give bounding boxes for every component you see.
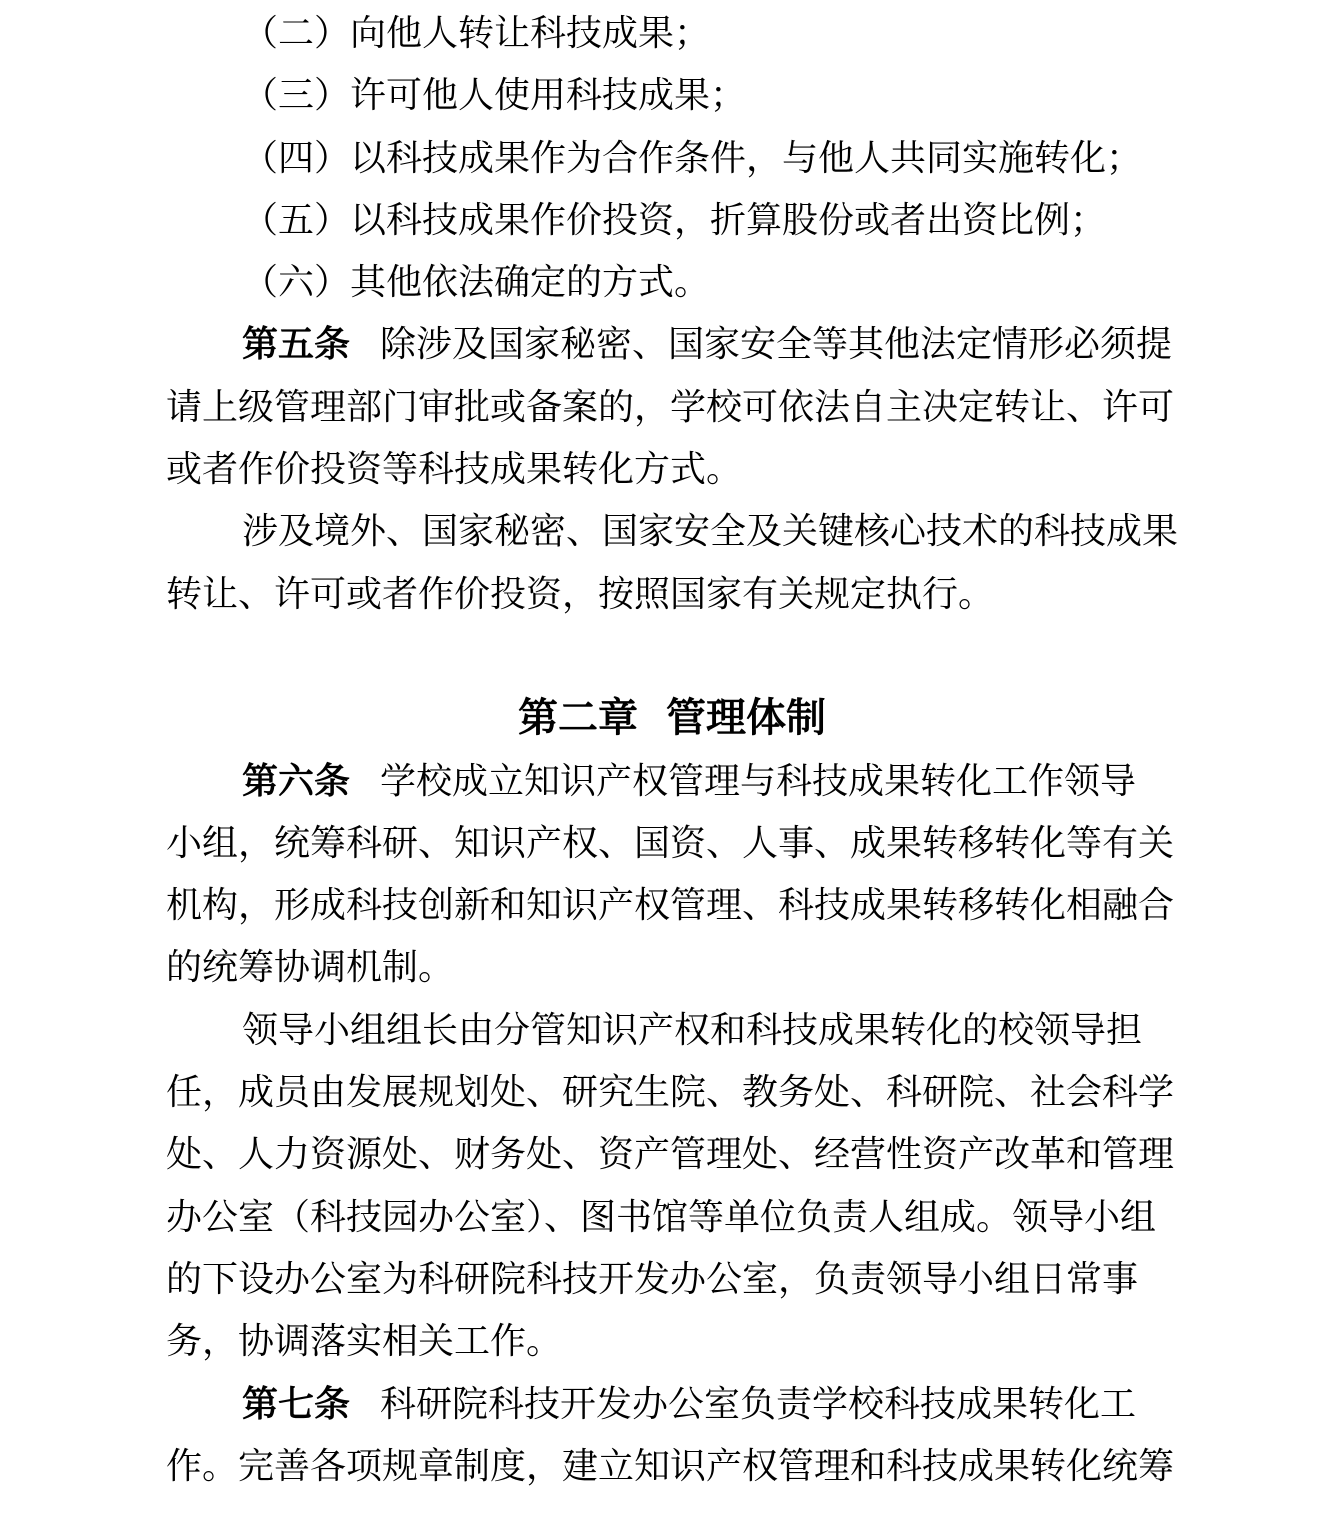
list-item-line: （三）许可他人使用科技成果； <box>242 75 747 116</box>
list-item-line: （二）向他人转让科技成果； <box>242 13 711 53</box>
article-line: 第六条 学校成立知识产权管理与科技成果转化工作领导 <box>242 759 1137 801</box>
article-line: 的统筹协调机制。 <box>166 947 455 988</box>
article-number-label: 第七条 <box>242 1382 351 1424</box>
chapter-title: 管理体制 <box>666 696 826 741</box>
paragraph-line: 领导小组组长由分管知识产权和科技成果转化的校领导担 <box>242 1009 1143 1050</box>
paragraph-line: 转让、许可或者作价投资，按照国家有关规定执行。 <box>166 573 995 614</box>
article-line: 第七条 科研院科技开发办公室负责学校科技成果转化工 <box>242 1382 1137 1424</box>
list-item-line: （四）以科技成果作为合作条件，与他人共同实施转化； <box>242 137 1143 178</box>
list-item-line: （六）其他依法确定的方式。 <box>242 262 711 303</box>
article-line: 第五条 除涉及国家秘密、国家安全等其他法定情形必须提 <box>242 323 1173 365</box>
paragraph-line: 处、人力资源处、财务处、资产管理处、经营性资产改革和管理 <box>166 1134 1175 1175</box>
article-number-label: 第五条 <box>242 323 351 365</box>
paragraph-line: 任，成员由发展规划处、研究生院、教务处、科研院、社会科学 <box>166 1072 1175 1113</box>
chapter-heading <box>166 687 1178 749</box>
article-line: 小组，统筹科研、知识产权、国资、人事、成果转移转化等有关 <box>166 822 1175 863</box>
article-line: 作。完善各项规章制度，建立知识产权管理和科技成果转化统筹 <box>166 1445 1175 1486</box>
article-number-label: 第六条 <box>242 759 351 801</box>
paragraph-line: 涉及境外、国家秘密、国家安全及关键核心技术的科技成果 <box>242 511 1179 552</box>
paragraph-line: 办公室（科技园办公室）、图书馆等单位负责人组成。领导小组 <box>166 1196 1157 1237</box>
article-line: 或者作价投资等科技成果转化方式。 <box>166 449 743 490</box>
paragraph-line: 的下设办公室为科研院科技开发办公室，负责领导小组日常事 <box>166 1258 1139 1299</box>
chapter-number: 第二章 <box>518 696 638 741</box>
paragraph-line: 务，协调落实相关工作。 <box>166 1321 563 1362</box>
article-line: 请上级管理部门审批或备案的，学校可依法自主决定转让、许可 <box>166 386 1175 427</box>
article-line: 机构，形成科技创新和知识产权管理、科技成果转移转化相融合 <box>166 885 1175 926</box>
list-item-line: （五）以科技成果作价投资，折算股份或者出资比例； <box>242 199 1107 240</box>
